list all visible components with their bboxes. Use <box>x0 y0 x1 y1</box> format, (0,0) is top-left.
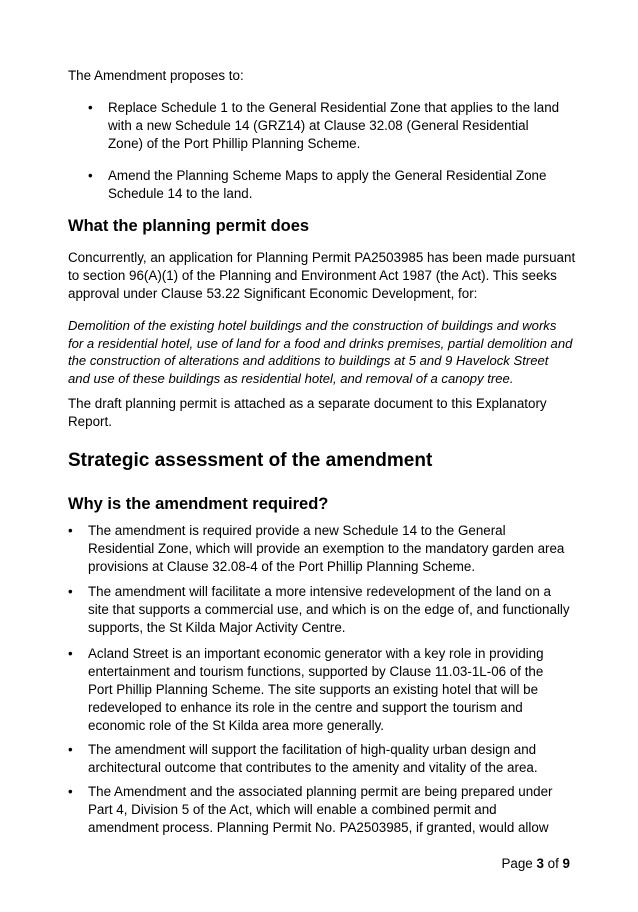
strategic-heading: Strategic assessment of the amendment <box>68 450 433 471</box>
page-word: Page <box>501 856 533 871</box>
bullet: • <box>68 784 73 799</box>
reason-item <box>68 522 568 576</box>
proposal-item <box>88 99 558 153</box>
page-number: 3 <box>536 856 544 871</box>
intro-text: The Amendment proposes to: <box>68 68 244 83</box>
reason-item <box>68 783 568 837</box>
of-word: of <box>547 856 559 871</box>
permit-description: Demolition of the existing hotel buildings and the construction of buildings and works for a residential hotel, use of land for a food and drinks premises, partial demolition and the construction of alterations and additions to buildings at 5 and 9 Havelock Street and use of these buildings as residential hotel, and removal of a canopy tree. <box>68 318 573 386</box>
bullet: • <box>68 646 73 661</box>
proposal-text: Replace Schedule 1 to the General Residential Zone that applies to the land with a new Schedule 14 (GRZ14) at Clause 32.08 (General Residential Zone) of the Port Phillip Planning Scheme. <box>108 100 560 151</box>
reason-item <box>68 645 568 735</box>
proposal-text: Amend the Planning Scheme Maps to apply the General Residential Zone Schedule 14 to the land. <box>108 168 547 201</box>
bullet: • <box>68 523 73 538</box>
reason-text: Acland Street is an important economic generator with a key role in providing entertainment and tourism functions, supported by Clause 11.03-1L-06 of the Port Phillip Planning Scheme. The site supports an existing hotel that will be redeveloped to enhance its role in the centre and support the tourism and economic role of the St Kilda area more generally. <box>88 646 544 733</box>
bullet: • <box>68 584 73 599</box>
reason-text: The Amendment and the associated planning permit are being prepared under Part 4, Division 5 of the Act, which will enable a combined permit and amendment process. Planning Permit No. PA2503985, if granted, would allow <box>88 784 553 835</box>
bullet: • <box>88 100 93 115</box>
permit-heading: What the planning permit does <box>68 217 310 235</box>
reason-item <box>68 741 568 777</box>
reason-text: The amendment will support the facilitation of high-quality urban design and architectural outcome that contributes to the amenity and vitality of the area. <box>88 742 538 775</box>
why-heading: Why is the amendment required? <box>68 495 329 513</box>
permit-paragraph: Concurrently, an application for Planning Permit PA2503985 has been made pursuant to section 96(A)(1) of the Planning and Environment Act 1987 (the Act). This seeks approval under Clause 53.22 Significant Economic Development, for: <box>68 250 576 301</box>
reason-item <box>68 583 568 637</box>
bullet: • <box>88 168 93 183</box>
reason-text: The amendment is required provide a new Schedule 14 to the General Residential Zone, which will provide an exemption to the mandatory garden area provisions at Clause 32.08-4 of the Port Phillip Planning Scheme. <box>88 523 565 574</box>
page-footer <box>430 855 570 873</box>
proposal-item <box>88 167 558 203</box>
reason-text: The amendment will facilitate a more intensive redevelopment of the land on a site that supports a commercial use, and which is on the edge of, and functionally supports, the St Kilda Major Activity Centre. <box>88 584 570 635</box>
bullet: • <box>68 742 73 757</box>
page-total: 9 <box>562 856 570 871</box>
draft-permit-note: The draft planning permit is attached as a separate document to this Explanatory Report. <box>68 396 547 429</box>
